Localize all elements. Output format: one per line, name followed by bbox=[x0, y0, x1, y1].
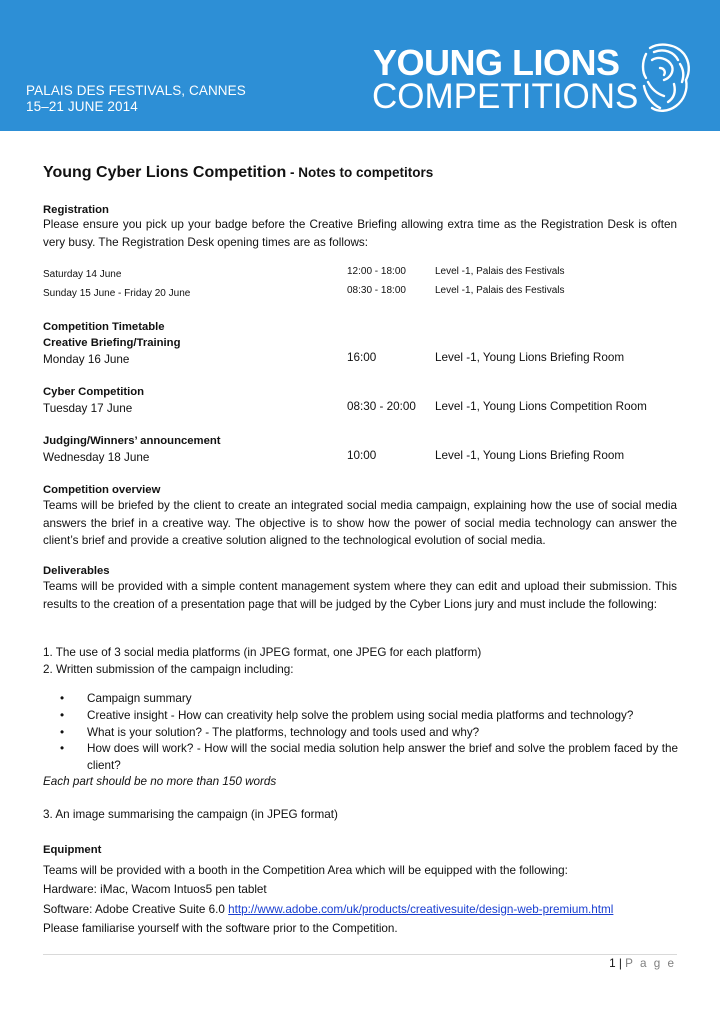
briefing-day: Monday 16 June bbox=[43, 353, 130, 366]
written-submission-list bbox=[60, 691, 678, 775]
registration-row-1-time: 12:00 - 18:00 bbox=[347, 266, 406, 277]
brand-title-line2: COMPETITIONS bbox=[372, 77, 639, 116]
briefing-heading: Creative Briefing/Training bbox=[43, 337, 181, 349]
title-main: Young Cyber Lions Competition bbox=[43, 164, 287, 181]
list-item bbox=[60, 725, 678, 742]
lion-head-icon bbox=[630, 40, 696, 116]
venue-dates bbox=[26, 83, 246, 115]
registration-row-2-time: 08:30 - 18:00 bbox=[347, 285, 406, 296]
header-banner bbox=[0, 0, 720, 131]
list-item-text: Creative insight - How can creativity help solve the problem using social media platforms and technology? bbox=[87, 708, 634, 722]
briefing-time: 16:00 bbox=[347, 351, 377, 364]
deliverables-heading: Deliverables bbox=[43, 565, 110, 577]
familiarise-line: Please familiarise yourself with the software prior to the Competition. bbox=[43, 922, 398, 935]
software-label: Software: Adobe Creative Suite 6.0 bbox=[43, 903, 229, 916]
cyber-heading: Cyber Competition bbox=[43, 386, 145, 398]
registration-row-1-place: Level -1, Palais des Festivals bbox=[435, 266, 565, 277]
cyber-day: Tuesday 17 June bbox=[43, 402, 133, 415]
registration-row-2-day: Sunday 15 June - Friday 20 June bbox=[43, 288, 191, 299]
page-label: P a g e bbox=[625, 957, 676, 970]
list-item bbox=[60, 708, 678, 725]
brand-title-line1: YOUNG LIONS bbox=[373, 42, 620, 83]
venue-line: PALAIS DES FESTIVALS, CANNES bbox=[26, 83, 246, 98]
word-limit-note: Each part should be no more than 150 words bbox=[43, 775, 277, 788]
dates-line: 15–21 JUNE 2014 bbox=[26, 99, 138, 114]
cyber-time: 08:30 - 20:00 bbox=[347, 400, 416, 413]
page-number: 1 bbox=[609, 957, 616, 970]
judging-day: Wednesday 18 June bbox=[43, 451, 150, 464]
list-item-text: What is your solution? - The platforms, technology and tools used and why? bbox=[87, 725, 480, 739]
judging-time: 10:00 bbox=[347, 449, 377, 462]
deliverable-item-2: 2. Written submission of the campaign including: bbox=[43, 663, 294, 676]
list-item bbox=[60, 741, 678, 775]
list-item-text: Campaign summary bbox=[87, 692, 192, 705]
title-sub: - Notes to competitors bbox=[286, 165, 434, 180]
list-item-text: How does will work? - How will the social media solution help answer the brief and solve the problem faced by the client? bbox=[87, 742, 678, 773]
bullet-icon: • bbox=[60, 725, 65, 739]
registration-heading: Registration bbox=[43, 204, 109, 216]
judging-place: Level -1, Young Lions Briefing Room bbox=[435, 449, 625, 462]
page-separator: | bbox=[615, 957, 626, 970]
deliverable-item-3: 3. An image summarising the campaign (in JPEG format) bbox=[43, 808, 338, 821]
software-link[interactable]: http://www.adobe.com/uk/products/creativesuite/design-web-premium.html bbox=[228, 903, 614, 916]
timetable-heading: Competition Timetable bbox=[43, 321, 165, 333]
briefing-place: Level -1, Young Lions Briefing Room bbox=[435, 351, 625, 364]
overview-text: Teams will be briefed by the client to create an integrated social media campaign, explaining how the use of social media answers the brief in a creative way. The objective is to show how the power of social media technology can answer the client’s brief and provide a creative solution aligned to the technological evolution of social media. bbox=[43, 499, 677, 547]
page-title bbox=[43, 164, 433, 182]
bullet-icon: • bbox=[60, 692, 65, 705]
hardware-line: Hardware: iMac, Wacom Intuos5 pen tablet bbox=[43, 883, 267, 896]
footer-divider bbox=[43, 954, 677, 955]
judging-heading: Judging/Winners’ announcement bbox=[43, 435, 221, 447]
deliverables-text: Teams will be provided with a simple content management system where they can edit and upload their submission. This results to the creation of a presentation page that will be judged by the Cyber Lions jury and must include the following: bbox=[43, 580, 677, 611]
software-line bbox=[43, 901, 613, 918]
cyber-place: Level -1, Young Lions Competition Room bbox=[435, 400, 647, 413]
page-footer bbox=[609, 957, 676, 970]
equipment-text: Teams will be provided with a booth in the Competition Area which will be equipped with the following: bbox=[43, 864, 568, 877]
registration-row-1-day: Saturday 14 June bbox=[43, 269, 122, 280]
registration-row-2-place: Level -1, Palais des Festivals bbox=[435, 285, 565, 296]
bullet-icon: • bbox=[60, 708, 65, 722]
bullet-icon: • bbox=[60, 742, 65, 756]
deliverable-item-1: 1. The use of 3 social media platforms (in JPEG format, one JPEG for each platform) bbox=[43, 646, 482, 659]
registration-text: Please ensure you pick up your badge before the Creative Briefing allowing extra time as the Registration Desk is often very busy. The Registration Desk opening times are as follows: bbox=[43, 218, 677, 249]
overview-heading: Competition overview bbox=[43, 484, 161, 496]
list-item bbox=[60, 691, 678, 708]
equipment-heading: Equipment bbox=[43, 844, 102, 856]
